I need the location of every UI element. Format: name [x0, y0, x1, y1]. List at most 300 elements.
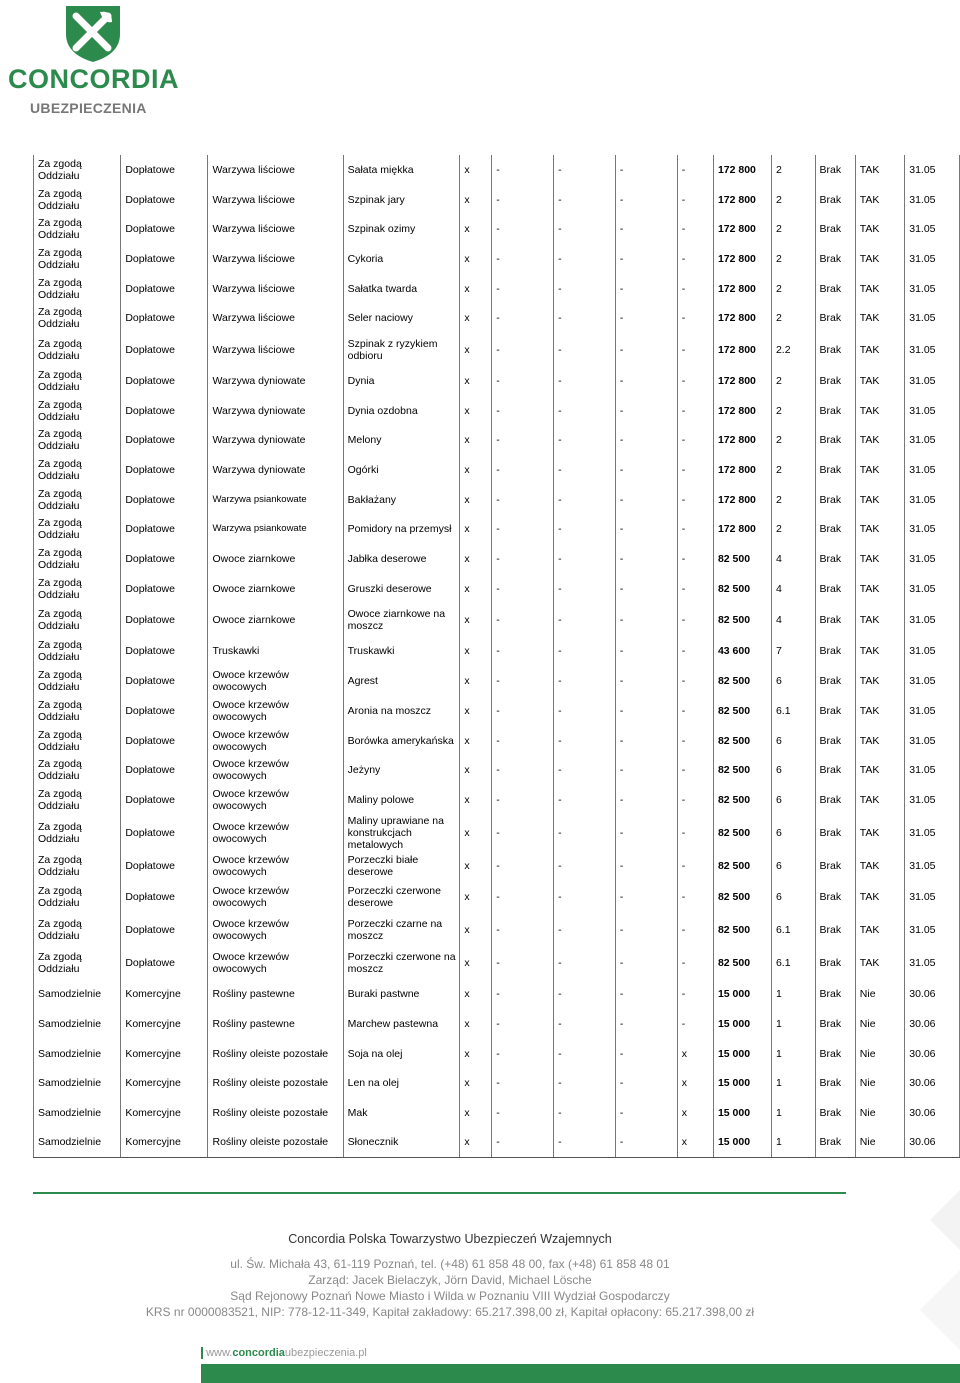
- cell-rate: 6: [771, 815, 815, 851]
- cell-deadline: 31.05: [905, 515, 960, 545]
- cell-deductible: Brak: [815, 880, 855, 913]
- cell-col-x: x: [460, 815, 492, 851]
- cell-scope: Samodzielnie: [34, 1069, 121, 1099]
- cell-sum: 15 000: [713, 1009, 771, 1039]
- cell-col-b: -: [554, 574, 616, 604]
- cell-sum: 15 000: [713, 1069, 771, 1099]
- cell-rate: 7: [771, 637, 815, 667]
- cell-sum: 82 500: [713, 544, 771, 574]
- cell-subsidy: TAK: [855, 913, 904, 946]
- cell-col-d: x: [677, 1069, 713, 1099]
- cell-group: Rośliny oleiste pozostałe: [208, 1069, 343, 1099]
- cell-deductible: Brak: [815, 1098, 855, 1128]
- cell-group: Owoce krzewów owocowych: [208, 815, 343, 851]
- cell-rate: 6: [771, 880, 815, 913]
- cell-subsidy: TAK: [855, 455, 904, 485]
- cell-col-d: -: [677, 851, 713, 881]
- cell-col-b: -: [554, 274, 616, 304]
- cell-col-d: -: [677, 1009, 713, 1039]
- cell-col-d: -: [677, 604, 713, 637]
- cell-type: Dopłatowe: [121, 366, 208, 396]
- cell-rate: 1: [771, 1098, 815, 1128]
- cell-col-x: x: [460, 366, 492, 396]
- cell-group: Owoce krzewów owocowych: [208, 880, 343, 913]
- cell-col-a: -: [492, 946, 554, 979]
- cell-type: Dopłatowe: [121, 544, 208, 574]
- cell-type: Komercyjne: [121, 1128, 208, 1158]
- cell-col-d: -: [677, 815, 713, 851]
- cell-subsidy: TAK: [855, 726, 904, 756]
- cell-col-c: -: [615, 1069, 677, 1099]
- cell-type: Dopłatowe: [121, 185, 208, 215]
- cell-col-c: -: [615, 880, 677, 913]
- cell-sum: 82 500: [713, 604, 771, 637]
- cell-col-c: -: [615, 637, 677, 667]
- cell-col-x: x: [460, 785, 492, 815]
- cell-col-c: -: [615, 755, 677, 785]
- cell-col-d: -: [677, 544, 713, 574]
- cell-deadline: 31.05: [905, 426, 960, 456]
- cell-col-a: -: [492, 244, 554, 274]
- cell-col-c: -: [615, 1128, 677, 1158]
- cell-col-a: -: [492, 1069, 554, 1099]
- cell-col-a: -: [492, 785, 554, 815]
- cell-rate: 1: [771, 1009, 815, 1039]
- cell-group: Owoce ziarnkowe: [208, 604, 343, 637]
- cell-col-c: -: [615, 946, 677, 979]
- table-row: [34, 244, 960, 274]
- cell-col-x: x: [460, 244, 492, 274]
- cell-sum: 82 500: [713, 913, 771, 946]
- cell-group: Warzywa liściowe: [208, 185, 343, 215]
- cell-scope: Za zgodą Oddziału: [34, 851, 121, 881]
- cell-col-a: -: [492, 396, 554, 426]
- cell-group: Owoce krzewów owocowych: [208, 785, 343, 815]
- cell-sum: 172 800: [713, 455, 771, 485]
- cell-type: Dopłatowe: [121, 666, 208, 696]
- cell-col-c: -: [615, 574, 677, 604]
- cell-col-x: x: [460, 155, 492, 185]
- cell-col-d: -: [677, 755, 713, 785]
- footer-green-bar: [201, 1364, 960, 1383]
- cell-deductible: Brak: [815, 851, 855, 881]
- cell-col-x: x: [460, 979, 492, 1009]
- cell-group: Warzywa dyniowate: [208, 396, 343, 426]
- cell-col-a: -: [492, 333, 554, 366]
- crop-table: [33, 155, 960, 1158]
- cell-col-c: -: [615, 303, 677, 333]
- cell-crop: Soja na olej: [343, 1039, 460, 1069]
- cell-col-d: -: [677, 244, 713, 274]
- cell-sum: 172 800: [713, 333, 771, 366]
- cell-sum: 15 000: [713, 1039, 771, 1069]
- cell-group: Rośliny oleiste pozostałe: [208, 1128, 343, 1158]
- cell-deductible: Brak: [815, 214, 855, 244]
- logo-subtitle: UBEZPIECZENIA: [30, 100, 147, 116]
- cell-rate: 6: [771, 726, 815, 756]
- table-row: [34, 1098, 960, 1128]
- cell-scope: Samodzielnie: [34, 1128, 121, 1158]
- table-row: [34, 815, 960, 851]
- cell-rate: 1: [771, 1069, 815, 1099]
- cell-col-x: x: [460, 396, 492, 426]
- cell-type: Dopłatowe: [121, 726, 208, 756]
- footer-company: Concordia Polska Towarzystwo Ubezpieczeń Wzajemnych: [288, 1232, 612, 1246]
- cell-crop: Dynia ozdobna: [343, 396, 460, 426]
- cell-col-x: x: [460, 1009, 492, 1039]
- cell-deductible: Brak: [815, 244, 855, 274]
- cell-crop: Słonecznik: [343, 1128, 460, 1158]
- cell-subsidy: Nie: [855, 1009, 904, 1039]
- cell-deductible: Brak: [815, 946, 855, 979]
- cell-group: Warzywa liściowe: [208, 303, 343, 333]
- cell-type: Dopłatowe: [121, 637, 208, 667]
- cell-rate: 2: [771, 515, 815, 545]
- cell-type: Dopłatowe: [121, 396, 208, 426]
- cell-rate: 4: [771, 604, 815, 637]
- cell-type: Dopłatowe: [121, 785, 208, 815]
- cell-col-x: x: [460, 755, 492, 785]
- table-row: [34, 726, 960, 756]
- cell-col-b: -: [554, 455, 616, 485]
- cell-deadline: 30.06: [905, 1128, 960, 1158]
- cell-col-d: -: [677, 979, 713, 1009]
- cell-col-c: -: [615, 1009, 677, 1039]
- cell-scope: Za zgodą Oddziału: [34, 244, 121, 274]
- cell-rate: 6.1: [771, 946, 815, 979]
- cell-rate: 2: [771, 426, 815, 456]
- cell-subsidy: TAK: [855, 366, 904, 396]
- cell-deadline: 31.05: [905, 544, 960, 574]
- cell-deductible: Brak: [815, 396, 855, 426]
- cell-col-x: x: [460, 1128, 492, 1158]
- cell-col-x: x: [460, 637, 492, 667]
- cell-col-c: -: [615, 455, 677, 485]
- cell-col-b: -: [554, 214, 616, 244]
- cell-col-x: x: [460, 485, 492, 515]
- website-link[interactable]: www.concordiaubezpieczenia.pl: [206, 1347, 367, 1359]
- cell-col-a: -: [492, 815, 554, 851]
- cell-col-x: x: [460, 1098, 492, 1128]
- cell-rate: 2.2: [771, 333, 815, 366]
- cell-group: Truskawki: [208, 637, 343, 667]
- table-row: [34, 333, 960, 366]
- cell-scope: Za zgodą Oddziału: [34, 485, 121, 515]
- table-row: [34, 979, 960, 1009]
- table-row: [34, 851, 960, 881]
- cell-type: Dopłatowe: [121, 755, 208, 785]
- table-row: [34, 1128, 960, 1158]
- cell-col-a: -: [492, 726, 554, 756]
- cell-deadline: 31.05: [905, 913, 960, 946]
- cell-type: Dopłatowe: [121, 696, 208, 726]
- cell-col-d: x: [677, 1098, 713, 1128]
- cell-crop: Szpinak jary: [343, 185, 460, 215]
- cell-col-b: -: [554, 1128, 616, 1158]
- cell-crop: Porzeczki czerwone na moszcz: [343, 946, 460, 979]
- cell-type: Dopłatowe: [121, 214, 208, 244]
- cell-subsidy: TAK: [855, 696, 904, 726]
- cell-col-a: -: [492, 515, 554, 545]
- table-row: [34, 366, 960, 396]
- cell-type: Komercyjne: [121, 1098, 208, 1128]
- cell-col-a: -: [492, 755, 554, 785]
- cell-col-x: x: [460, 880, 492, 913]
- cell-col-b: -: [554, 696, 616, 726]
- cell-subsidy: TAK: [855, 851, 904, 881]
- cell-subsidy: TAK: [855, 637, 904, 667]
- cell-scope: Za zgodą Oddziału: [34, 604, 121, 637]
- cell-sum: 172 800: [713, 274, 771, 304]
- cell-col-a: -: [492, 485, 554, 515]
- cell-subsidy: TAK: [855, 946, 904, 979]
- cell-col-x: x: [460, 574, 492, 604]
- cell-col-c: -: [615, 185, 677, 215]
- cell-col-b: -: [554, 155, 616, 185]
- cell-col-b: -: [554, 815, 616, 851]
- table-row: [34, 574, 960, 604]
- cell-col-d: x: [677, 1128, 713, 1158]
- cell-deadline: 31.05: [905, 946, 960, 979]
- cell-sum: 82 500: [713, 815, 771, 851]
- cell-scope: Za zgodą Oddziału: [34, 303, 121, 333]
- table-row: [34, 396, 960, 426]
- cell-crop: Szpinak z ryzykiem odbioru: [343, 333, 460, 366]
- table-row: [34, 214, 960, 244]
- cell-type: Dopłatowe: [121, 426, 208, 456]
- cell-subsidy: TAK: [855, 785, 904, 815]
- cell-sum: 43 600: [713, 637, 771, 667]
- cell-deadline: 31.05: [905, 485, 960, 515]
- cell-rate: 6: [771, 666, 815, 696]
- cell-deductible: Brak: [815, 185, 855, 215]
- cell-rate: 2: [771, 366, 815, 396]
- cell-deductible: Brak: [815, 1069, 855, 1099]
- cell-col-c: -: [615, 426, 677, 456]
- table-row: [34, 515, 960, 545]
- cell-col-b: -: [554, 1009, 616, 1039]
- cell-col-b: -: [554, 244, 616, 274]
- cell-crop: Porzeczki czerwone deserowe: [343, 880, 460, 913]
- cell-deadline: 31.05: [905, 366, 960, 396]
- cell-scope: Za zgodą Oddziału: [34, 726, 121, 756]
- cell-sum: 172 800: [713, 214, 771, 244]
- cell-col-b: -: [554, 544, 616, 574]
- cell-group: Rośliny oleiste pozostałe: [208, 1039, 343, 1069]
- cell-deadline: 31.05: [905, 303, 960, 333]
- cell-col-d: -: [677, 214, 713, 244]
- cell-sum: 172 800: [713, 426, 771, 456]
- table-row: [34, 666, 960, 696]
- cell-type: Dopłatowe: [121, 274, 208, 304]
- cell-subsidy: TAK: [855, 426, 904, 456]
- cell-scope: Za zgodą Oddziału: [34, 366, 121, 396]
- cell-deadline: 31.05: [905, 785, 960, 815]
- cell-col-a: -: [492, 544, 554, 574]
- cell-group: Owoce krzewów owocowych: [208, 755, 343, 785]
- cell-scope: Za zgodą Oddziału: [34, 214, 121, 244]
- cell-group: Warzywa dyniowate: [208, 455, 343, 485]
- cell-col-c: -: [615, 1039, 677, 1069]
- cell-col-c: -: [615, 696, 677, 726]
- cell-sum: 82 500: [713, 574, 771, 604]
- cell-col-a: -: [492, 303, 554, 333]
- cell-type: Dopłatowe: [121, 155, 208, 185]
- cell-scope: Samodzielnie: [34, 979, 121, 1009]
- cell-subsidy: TAK: [855, 485, 904, 515]
- cell-col-x: x: [460, 604, 492, 637]
- cell-col-d: -: [677, 515, 713, 545]
- cell-col-b: -: [554, 185, 616, 215]
- cell-subsidy: TAK: [855, 515, 904, 545]
- cell-rate: 6: [771, 755, 815, 785]
- cell-col-d: -: [677, 426, 713, 456]
- cell-type: Dopłatowe: [121, 851, 208, 881]
- cell-type: Dopłatowe: [121, 604, 208, 637]
- cell-rate: 2: [771, 455, 815, 485]
- cell-subsidy: Nie: [855, 1098, 904, 1128]
- cell-col-a: -: [492, 1039, 554, 1069]
- cell-deadline: 31.05: [905, 155, 960, 185]
- cell-col-d: -: [677, 785, 713, 815]
- cell-crop: Truskawki: [343, 637, 460, 667]
- table-row: [34, 185, 960, 215]
- cell-col-x: x: [460, 946, 492, 979]
- cell-scope: Za zgodą Oddziału: [34, 815, 121, 851]
- cell-col-a: -: [492, 366, 554, 396]
- cell-type: Dopłatowe: [121, 333, 208, 366]
- cell-col-a: -: [492, 574, 554, 604]
- cell-col-c: -: [615, 815, 677, 851]
- cell-type: Dopłatowe: [121, 815, 208, 851]
- cell-sum: 172 800: [713, 303, 771, 333]
- cell-col-d: -: [677, 155, 713, 185]
- cell-crop: Ogórki: [343, 455, 460, 485]
- watermark-decoration: [890, 1180, 960, 1360]
- cell-col-b: -: [554, 485, 616, 515]
- cell-subsidy: TAK: [855, 604, 904, 637]
- cell-deadline: 31.05: [905, 637, 960, 667]
- cell-col-d: -: [677, 485, 713, 515]
- shield-logo-icon: [8, 4, 178, 64]
- cell-type: Dopłatowe: [121, 880, 208, 913]
- cell-rate: 2: [771, 485, 815, 515]
- cell-deductible: Brak: [815, 815, 855, 851]
- cell-col-x: x: [460, 426, 492, 456]
- cell-col-b: -: [554, 666, 616, 696]
- cell-group: Owoce krzewów owocowych: [208, 666, 343, 696]
- cell-deductible: Brak: [815, 455, 855, 485]
- cell-col-d: -: [677, 396, 713, 426]
- cell-rate: 2: [771, 244, 815, 274]
- cell-group: Owoce krzewów owocowych: [208, 913, 343, 946]
- table-row: [34, 785, 960, 815]
- cell-deductible: Brak: [815, 913, 855, 946]
- cell-col-x: x: [460, 913, 492, 946]
- cell-col-a: -: [492, 1128, 554, 1158]
- cell-col-a: -: [492, 1009, 554, 1039]
- cell-scope: Za zgodą Oddziału: [34, 913, 121, 946]
- cell-scope: Za zgodą Oddziału: [34, 574, 121, 604]
- cell-deadline: 31.05: [905, 244, 960, 274]
- cell-col-d: x: [677, 1039, 713, 1069]
- cell-scope: Samodzielnie: [34, 1039, 121, 1069]
- cell-deadline: 31.05: [905, 851, 960, 881]
- cell-sum: 82 500: [713, 726, 771, 756]
- cell-col-c: -: [615, 544, 677, 574]
- cell-rate: 2: [771, 155, 815, 185]
- table-row: [34, 303, 960, 333]
- cell-col-a: -: [492, 851, 554, 881]
- cell-col-x: x: [460, 544, 492, 574]
- cell-rate: 6: [771, 851, 815, 881]
- cell-col-b: -: [554, 1039, 616, 1069]
- table-row: [34, 544, 960, 574]
- cell-col-c: -: [615, 366, 677, 396]
- cell-deductible: Brak: [815, 1039, 855, 1069]
- cell-col-a: -: [492, 979, 554, 1009]
- footer-board: Zarząd: Jacek Bielaczyk, Jörn David, Michael Lösche: [308, 1273, 592, 1287]
- cell-col-b: -: [554, 913, 616, 946]
- cell-group: Warzywa liściowe: [208, 274, 343, 304]
- cell-deadline: 31.05: [905, 604, 960, 637]
- cell-scope: Za zgodą Oddziału: [34, 155, 121, 185]
- cell-col-c: -: [615, 1098, 677, 1128]
- cell-col-c: -: [615, 515, 677, 545]
- cell-subsidy: TAK: [855, 666, 904, 696]
- cell-scope: Za zgodą Oddziału: [34, 880, 121, 913]
- cell-col-d: -: [677, 574, 713, 604]
- cell-col-b: -: [554, 785, 616, 815]
- cell-col-c: -: [615, 396, 677, 426]
- cell-col-c: -: [615, 604, 677, 637]
- cell-sum: 82 500: [713, 755, 771, 785]
- cell-rate: 6.1: [771, 913, 815, 946]
- cell-scope: Samodzielnie: [34, 1098, 121, 1128]
- cell-col-a: -: [492, 214, 554, 244]
- cell-col-b: -: [554, 604, 616, 637]
- cell-type: Dopłatowe: [121, 485, 208, 515]
- cell-deadline: 31.05: [905, 880, 960, 913]
- cell-type: Komercyjne: [121, 1069, 208, 1099]
- cell-subsidy: TAK: [855, 214, 904, 244]
- cell-col-a: -: [492, 637, 554, 667]
- cell-deductible: Brak: [815, 726, 855, 756]
- cell-subsidy: TAK: [855, 755, 904, 785]
- cell-col-x: x: [460, 185, 492, 215]
- cell-sum: 172 800: [713, 155, 771, 185]
- table-row: [34, 1039, 960, 1069]
- cell-col-b: -: [554, 755, 616, 785]
- cell-crop: Mak: [343, 1098, 460, 1128]
- cell-crop: Agrest: [343, 666, 460, 696]
- cell-crop: Porzeczki białe deserowe: [343, 851, 460, 881]
- cell-scope: Za zgodą Oddziału: [34, 946, 121, 979]
- footer-divider: [33, 1192, 846, 1194]
- table-row: [34, 485, 960, 515]
- cell-col-c: -: [615, 244, 677, 274]
- cell-type: Dopłatowe: [121, 303, 208, 333]
- cell-col-d: -: [677, 185, 713, 215]
- cell-scope: Za zgodą Oddziału: [34, 455, 121, 485]
- cell-crop: Sałatka twarda: [343, 274, 460, 304]
- cell-subsidy: TAK: [855, 544, 904, 574]
- table-row: [34, 755, 960, 785]
- cell-rate: 2: [771, 303, 815, 333]
- cell-crop: Pomidory na przemysł: [343, 515, 460, 545]
- cell-type: Dopłatowe: [121, 244, 208, 274]
- cell-crop: Marchew pastewna: [343, 1009, 460, 1039]
